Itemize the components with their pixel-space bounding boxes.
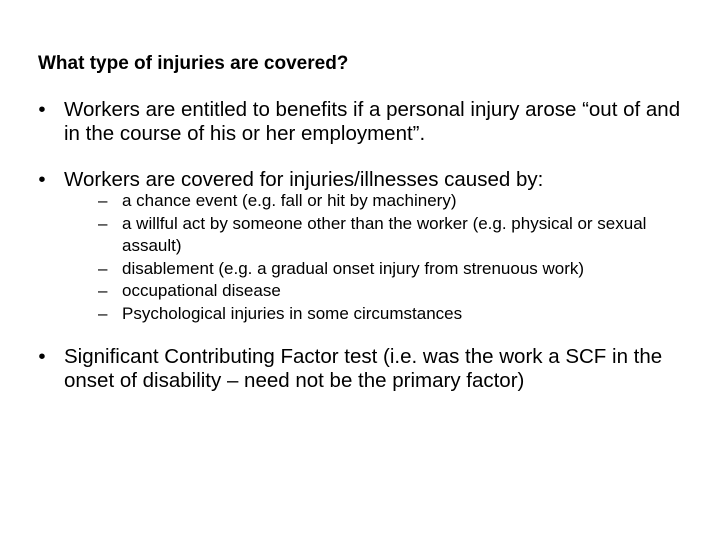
- bullet-text: Significant Contributing Factor test (i.e. was the work a SCF in the onset of disability – need not be the primary factor): [64, 345, 663, 392]
- sub-bullet-text: a willful act by someone other than the worker (e.g. physical or sexual assault): [122, 213, 647, 255]
- sub-bullet-item: [98, 213, 690, 258]
- sub-bullet-item: [98, 190, 690, 213]
- dash-icon: –: [98, 303, 108, 323]
- bullet-text: Workers are entitled to benefits if a personal injury arose “out of and in the course of his or her employment”.: [64, 98, 681, 145]
- sub-bullet-item: [98, 303, 690, 326]
- sub-bullet-item: [98, 280, 690, 303]
- dash-icon: –: [98, 258, 108, 278]
- bullet-list: [30, 98, 690, 393]
- sub-bullet-text: Psychological injuries in some circumstances: [122, 303, 463, 323]
- bullet-item: [30, 168, 690, 192]
- dash-icon: –: [98, 213, 108, 233]
- bullet-dot-icon: •: [38, 345, 46, 368]
- dash-icon: –: [98, 281, 108, 300]
- dash-icon: –: [98, 191, 108, 210]
- bullet-dot-icon: •: [38, 98, 46, 121]
- sub-bullet-text: disablement (e.g. a gradual onset injury from strenuous work): [122, 258, 585, 278]
- bullet-text: Workers are covered for injuries/illnesses caused by:: [64, 168, 544, 191]
- bullet-dot-icon: •: [38, 168, 46, 191]
- sub-bullet-item: [98, 258, 690, 281]
- sub-bullet-text: occupational disease: [122, 281, 281, 300]
- slide-title: What type of injuries are covered?: [38, 53, 349, 74]
- sub-bullet-list: [30, 190, 690, 325]
- sub-bullet-text: a chance event (e.g. fall or hit by machinery): [122, 191, 457, 210]
- bullet-item: [30, 98, 690, 146]
- bullet-item: [30, 345, 690, 393]
